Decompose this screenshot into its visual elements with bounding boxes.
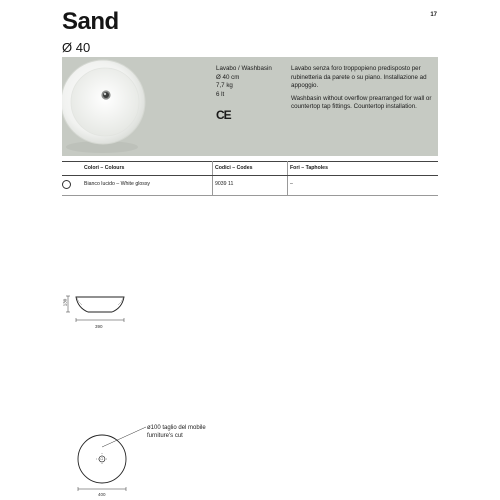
table-divider <box>212 161 213 195</box>
table-divider <box>287 161 288 195</box>
description-block <box>291 65 436 116</box>
spec-line-diameter: Ø 40 cm <box>216 73 240 81</box>
top-view-drawing <box>70 415 155 495</box>
diameter-subtitle: Ø 40 <box>62 40 91 55</box>
table-header-rule <box>62 175 438 176</box>
table-cell-colour: Bianco lucido – White glossy <box>84 181 151 187</box>
table-top-rule <box>62 161 438 162</box>
cut-label-english: furniture's cut <box>147 433 183 439</box>
table-header-tapholes: Fori – Tapholes <box>290 165 328 171</box>
spec-line-type: Lavabo / Washbasin <box>216 65 272 72</box>
page-title: Sand <box>62 8 119 35</box>
table-cell-code: 9039 11 <box>215 181 234 187</box>
table-bottom-rule <box>62 195 438 196</box>
spec-line-capacity: 6 lt <box>216 90 225 98</box>
spec-line-weight: 7,7 kg <box>216 82 233 90</box>
colour-swatch-white <box>62 180 71 189</box>
description-italian: Lavabo senza foro troppopieno predisposto per rubinetteria da parete o su piano. Installazione ad appoggio. <box>291 65 427 90</box>
table-header-colours: Colori – Colours <box>84 165 125 171</box>
spec-block <box>216 65 272 99</box>
furniture-cut-label <box>147 424 206 440</box>
page-number: 17 <box>430 12 437 18</box>
washbasin-photo <box>62 57 202 156</box>
ce-mark: CE <box>216 108 231 122</box>
description-english: Washbasin without overflow prearranged for wall or countertop tap fittings. Countertop installation. <box>291 94 432 111</box>
cut-label-italian: ø100 taglio del mobile <box>147 425 206 431</box>
table-cell-tapholes: – <box>290 181 293 187</box>
top-width-dimension: 400 <box>98 492 106 497</box>
side-width-dimension: 390 <box>95 324 103 329</box>
table-header-codes: Codici – Codes <box>215 165 253 171</box>
side-height-dimension: 130 <box>62 298 68 307</box>
